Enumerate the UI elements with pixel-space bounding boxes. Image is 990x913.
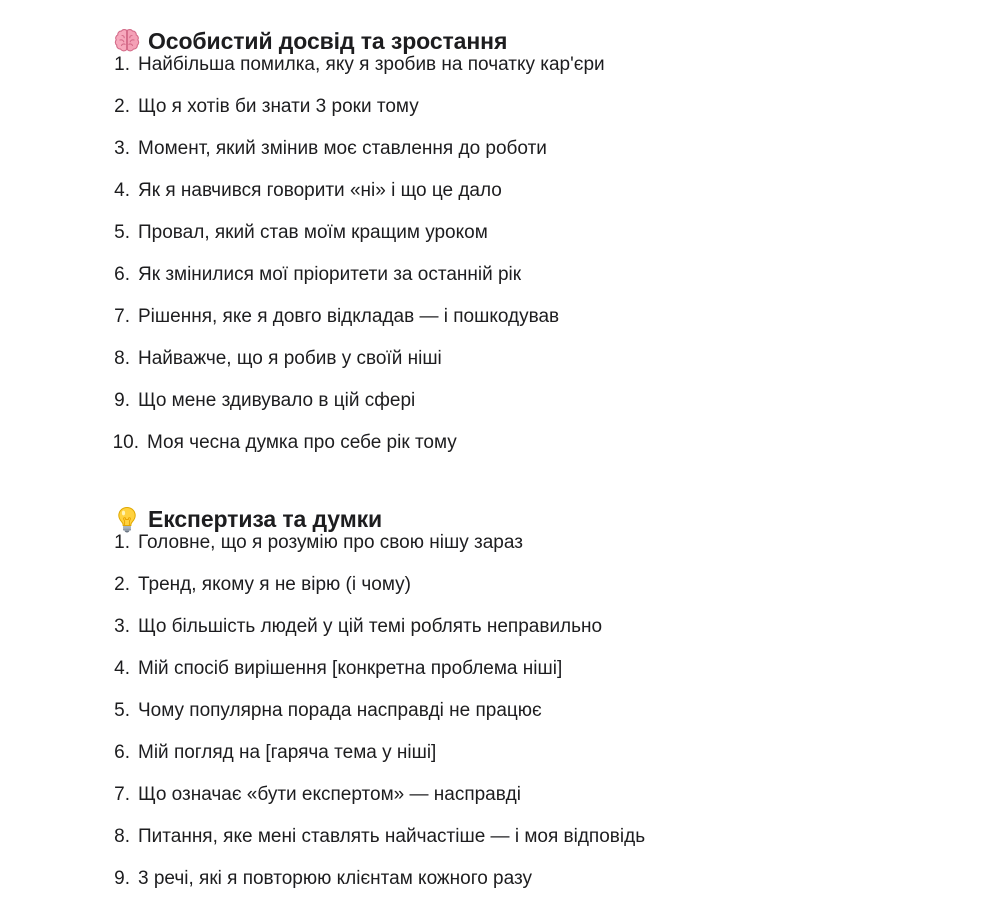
list-item bbox=[0, 128, 990, 170]
item-text: Найважче, що я робив у своїй ніші bbox=[138, 348, 442, 369]
item-list bbox=[0, 44, 990, 464]
list-item bbox=[0, 422, 990, 464]
list-item bbox=[0, 732, 990, 774]
item-text: Що більшість людей у цій темі роблять неправильно bbox=[138, 616, 603, 637]
list-item bbox=[0, 858, 990, 900]
item-number: 2. bbox=[114, 96, 130, 117]
item-text: 3 речі, які я повторюю клієнтам кожного разу bbox=[138, 868, 532, 889]
list-item bbox=[0, 86, 990, 128]
section-title: Особистий досвід та зростання bbox=[148, 27, 508, 54]
list-item bbox=[0, 564, 990, 606]
item-number: 3. bbox=[114, 616, 130, 637]
list-item bbox=[0, 338, 990, 380]
item-text: Як змінилися мої пріоритети за останній рік bbox=[138, 264, 522, 285]
list-item bbox=[0, 606, 990, 648]
item-number: 7. bbox=[114, 306, 130, 327]
item-text: Як я навчився говорити «ні» і що це дало bbox=[138, 180, 502, 201]
list-item bbox=[0, 296, 990, 338]
item-number: 1. bbox=[114, 532, 130, 553]
list-item bbox=[0, 44, 990, 86]
item-text: Рішення, яке я довго відкладав — і пошкодував bbox=[138, 306, 560, 327]
item-number: 6. bbox=[114, 264, 130, 285]
list-item bbox=[0, 212, 990, 254]
item-text: Момент, який змінив моє ставлення до роботи bbox=[138, 138, 547, 159]
list-item bbox=[0, 690, 990, 732]
item-number: 8. bbox=[114, 348, 130, 369]
item-number: 4. bbox=[114, 658, 130, 679]
item-number: 9. bbox=[114, 390, 130, 411]
item-text: Моя чесна думка про себе рік тому bbox=[147, 432, 457, 453]
item-number: 3. bbox=[114, 138, 130, 159]
item-number: 5. bbox=[114, 700, 130, 721]
item-number: 6. bbox=[114, 742, 130, 763]
item-number: 10. bbox=[112, 432, 139, 453]
item-number: 9. bbox=[114, 868, 130, 889]
item-text: Тренд, якому я не вірю (і чому) bbox=[138, 574, 411, 595]
item-text: Мій спосіб вирішення [конкретна проблема ніші] bbox=[138, 658, 563, 679]
list-item bbox=[0, 648, 990, 690]
item-text: Головне, що я розумію про свою нішу зараз bbox=[138, 532, 523, 553]
item-number: 4. bbox=[114, 180, 130, 201]
item-number: 7. bbox=[114, 784, 130, 805]
item-text: Що означає «бути експертом» — насправді bbox=[138, 784, 521, 805]
item-number: 2. bbox=[114, 574, 130, 595]
item-text: Чому популярна порада насправді не працює bbox=[138, 700, 542, 721]
item-text: Мій погляд на [гаряча тема у ніші] bbox=[138, 742, 437, 763]
item-number: 8. bbox=[114, 826, 130, 847]
list-item bbox=[0, 380, 990, 422]
item-text: Що я хотів би знати 3 роки тому bbox=[138, 96, 419, 117]
list-item bbox=[0, 774, 990, 816]
item-text: Що мене здивувало в цій сфері bbox=[138, 390, 416, 411]
item-list bbox=[0, 522, 990, 900]
list-item bbox=[0, 816, 990, 858]
item-text: Питання, яке мені ставлять найчастіше — і моя відповідь bbox=[138, 826, 646, 847]
item-text: Найбільша помилка, яку я зробив на початку кар'єри bbox=[138, 54, 605, 75]
list-item bbox=[0, 170, 990, 212]
item-number: 5. bbox=[114, 222, 130, 243]
section-title: Експертиза та думки bbox=[148, 505, 383, 532]
list-item bbox=[0, 522, 990, 564]
item-number: 1. bbox=[114, 54, 130, 75]
item-text: Провал, який став моїм кращим уроком bbox=[138, 222, 488, 243]
list-item bbox=[0, 254, 990, 296]
